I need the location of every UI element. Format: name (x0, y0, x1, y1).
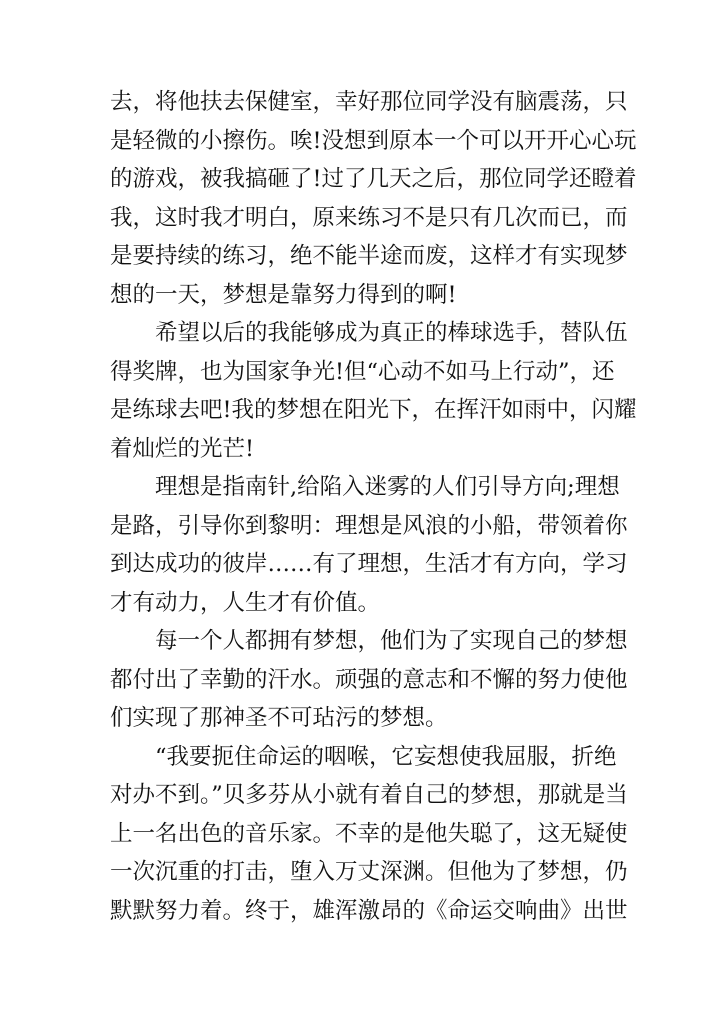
text-line: 上一名出色的音乐家。不幸的是他失聪了，这无疑使 (110, 820, 628, 847)
text-line: 希望以后的我能够成为真正的棒球选手，替队伍 (155, 320, 628, 346)
text-line: 每一个人都拥有梦想，他们为了实现自己的梦想 (155, 628, 628, 654)
text-line: 是轻微的小擦伤。唉!没想到原本一个可以开开心心玩 (110, 127, 637, 154)
text-line: 对办不到。”贝多芬从小就有着自己的梦想，那就是当 (110, 782, 628, 808)
text-line: 到达成功的彼岸……有了理想，生活才有方向，学习 (110, 551, 628, 577)
text-line: 理想是指南针,给陷入迷雾的人们引导方向;理想 (155, 474, 620, 500)
text-line: 默默努力着。终于，雄浑激昂的《命运交响曲》出世 (110, 897, 628, 924)
paragraph-5 (110, 738, 628, 931)
text-line: 都付出了幸勤的汗水。顽强的意志和不懈的努力使他 (110, 666, 628, 693)
document-page (110, 83, 637, 930)
text-line: 着灿烂的光芒! (110, 435, 255, 462)
text-line: 我，这时我才明白，原来练习不是只有几次而已，而 (110, 204, 628, 231)
text-line: 去，将他扶去保健室，幸好那位同学没有脑震荡，只 (110, 89, 628, 115)
paragraph-3 (110, 468, 628, 622)
text-line: 一次沉重的打击，堕入万丈深渊。但他为了梦想，仍 (110, 859, 628, 885)
text-line: 得奖牌，也为国家争光!但“心动不如马上行动”，还 (110, 358, 615, 385)
text-line: 是练球去吧!我的梦想在阳光下，在挥汗如雨中，闪耀 (110, 397, 637, 423)
paragraph-4 (110, 622, 628, 738)
text-line: 的游戏，被我搞砸了!过了几天之后，那位同学还瞪着 (110, 166, 637, 192)
paragraph-2 (110, 314, 637, 468)
text-line: “我要扼住命运的咽喉，它妄想使我屈服，折绝 (155, 743, 617, 770)
text-line: 是要持续的练习，绝不能半途而废，这样才有实现梦 (110, 243, 628, 269)
text-line: 们实现了那神圣不可玷污的梦想。 (110, 705, 448, 731)
paragraph-1 (110, 83, 637, 314)
text-line: 才有动力，人生才有价值。 (110, 589, 381, 616)
text-line: 是路，引导你到黎明：理想是风浪的小船，带领着你 (110, 512, 628, 539)
text-line: 想的一天，梦想是靠努力得到的啊! (110, 281, 457, 308)
